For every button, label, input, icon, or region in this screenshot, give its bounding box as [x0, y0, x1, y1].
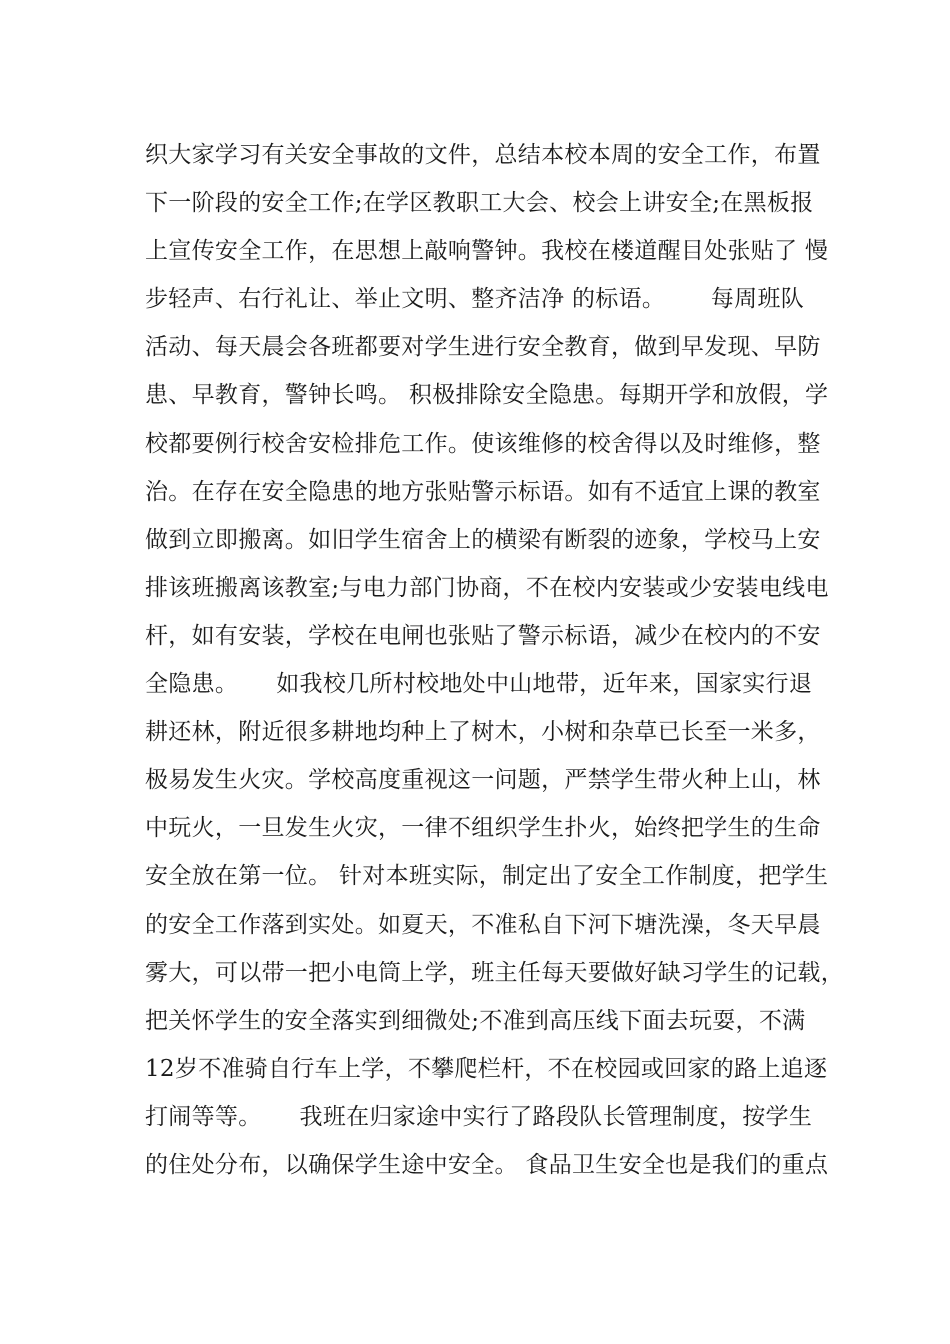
text-line: 治。在存在安全隐患的地方张贴警示标语。如有不适宜上课的教室	[145, 478, 821, 505]
text-line: 耕还林，附近很多耕地均种上了树木，小树和杂草已长至一米多，	[145, 719, 821, 746]
text-line: 打闹等等。 我班在归家途中实行了路段队长管理制度，按学生	[145, 1103, 813, 1130]
text-line: 织大家学习有关安全事故的文件，总结本校本周的安全工作，布置	[145, 142, 821, 168]
text-line: 雾大，可以带一把小电筒上学，班主任每天要做好缺习学生的记载，	[145, 959, 844, 986]
text-line: 排该班搬离该教室;与电力部门协商，不在校内安装或少安装电线电	[145, 574, 829, 601]
text-line: 校都要例行校舍安检排危工作。使该维修的校舍得以及时维修，整	[145, 430, 821, 457]
text-line: 步轻声、右行礼让、举止文明、整齐洁净 的标语。 每周班队	[145, 286, 805, 313]
text-line: 中玩火，一旦发生火灾，一律不组织学生扑火，始终把学生的生命	[145, 815, 821, 842]
text-line: 把关怀学生的安全落实到细微处;不准到高压线下面去玩耍，不满	[145, 1007, 806, 1034]
text-line: 极易发生火灾。学校高度重视这一问题，严禁学生带火种上山，林	[145, 767, 821, 794]
text-line: 全隐患。 如我校几所村校地处中山地带，近年来，国家实行退	[145, 671, 813, 698]
text-line: 的住处分布，以确保学生途中安全。 食品卫生安全也是我们的重点	[145, 1151, 829, 1178]
text-line: 安全放在第一位。 针对本班实际，制定出了安全工作制度，把学生	[145, 863, 829, 890]
text-line: 上宣传安全工作，在思想上敲响警钟。我校在楼道醒目处张贴了 慢	[145, 238, 829, 265]
text-line: 下一阶段的安全工作;在学区教职工大会、校会上讲安全;在黑板报	[145, 190, 814, 217]
text-line: 12岁不准骑自行车上学，不攀爬栏杆，不在校园或回家的路上追逐	[145, 1055, 828, 1082]
text-line: 做到立即搬离。如旧学生宿舍上的横梁有断裂的迹象，学校马上安	[145, 526, 821, 553]
body-text	[145, 131, 844, 1189]
text-line: 活动、每天晨会各班都要对学生进行安全教育，做到早发现、早防	[145, 334, 821, 361]
text-line: 杆，如有安装，学校在电闸也张贴了警示标语，减少在校内的不安	[145, 622, 821, 649]
text-line: 患、早教育，警钟长鸣。 积极排除安全隐患。每期开学和放假，学	[145, 382, 829, 409]
text-line: 的安全工作落到实处。如夏天，不准私自下河下塘洗澡，冬天早晨	[145, 911, 821, 938]
